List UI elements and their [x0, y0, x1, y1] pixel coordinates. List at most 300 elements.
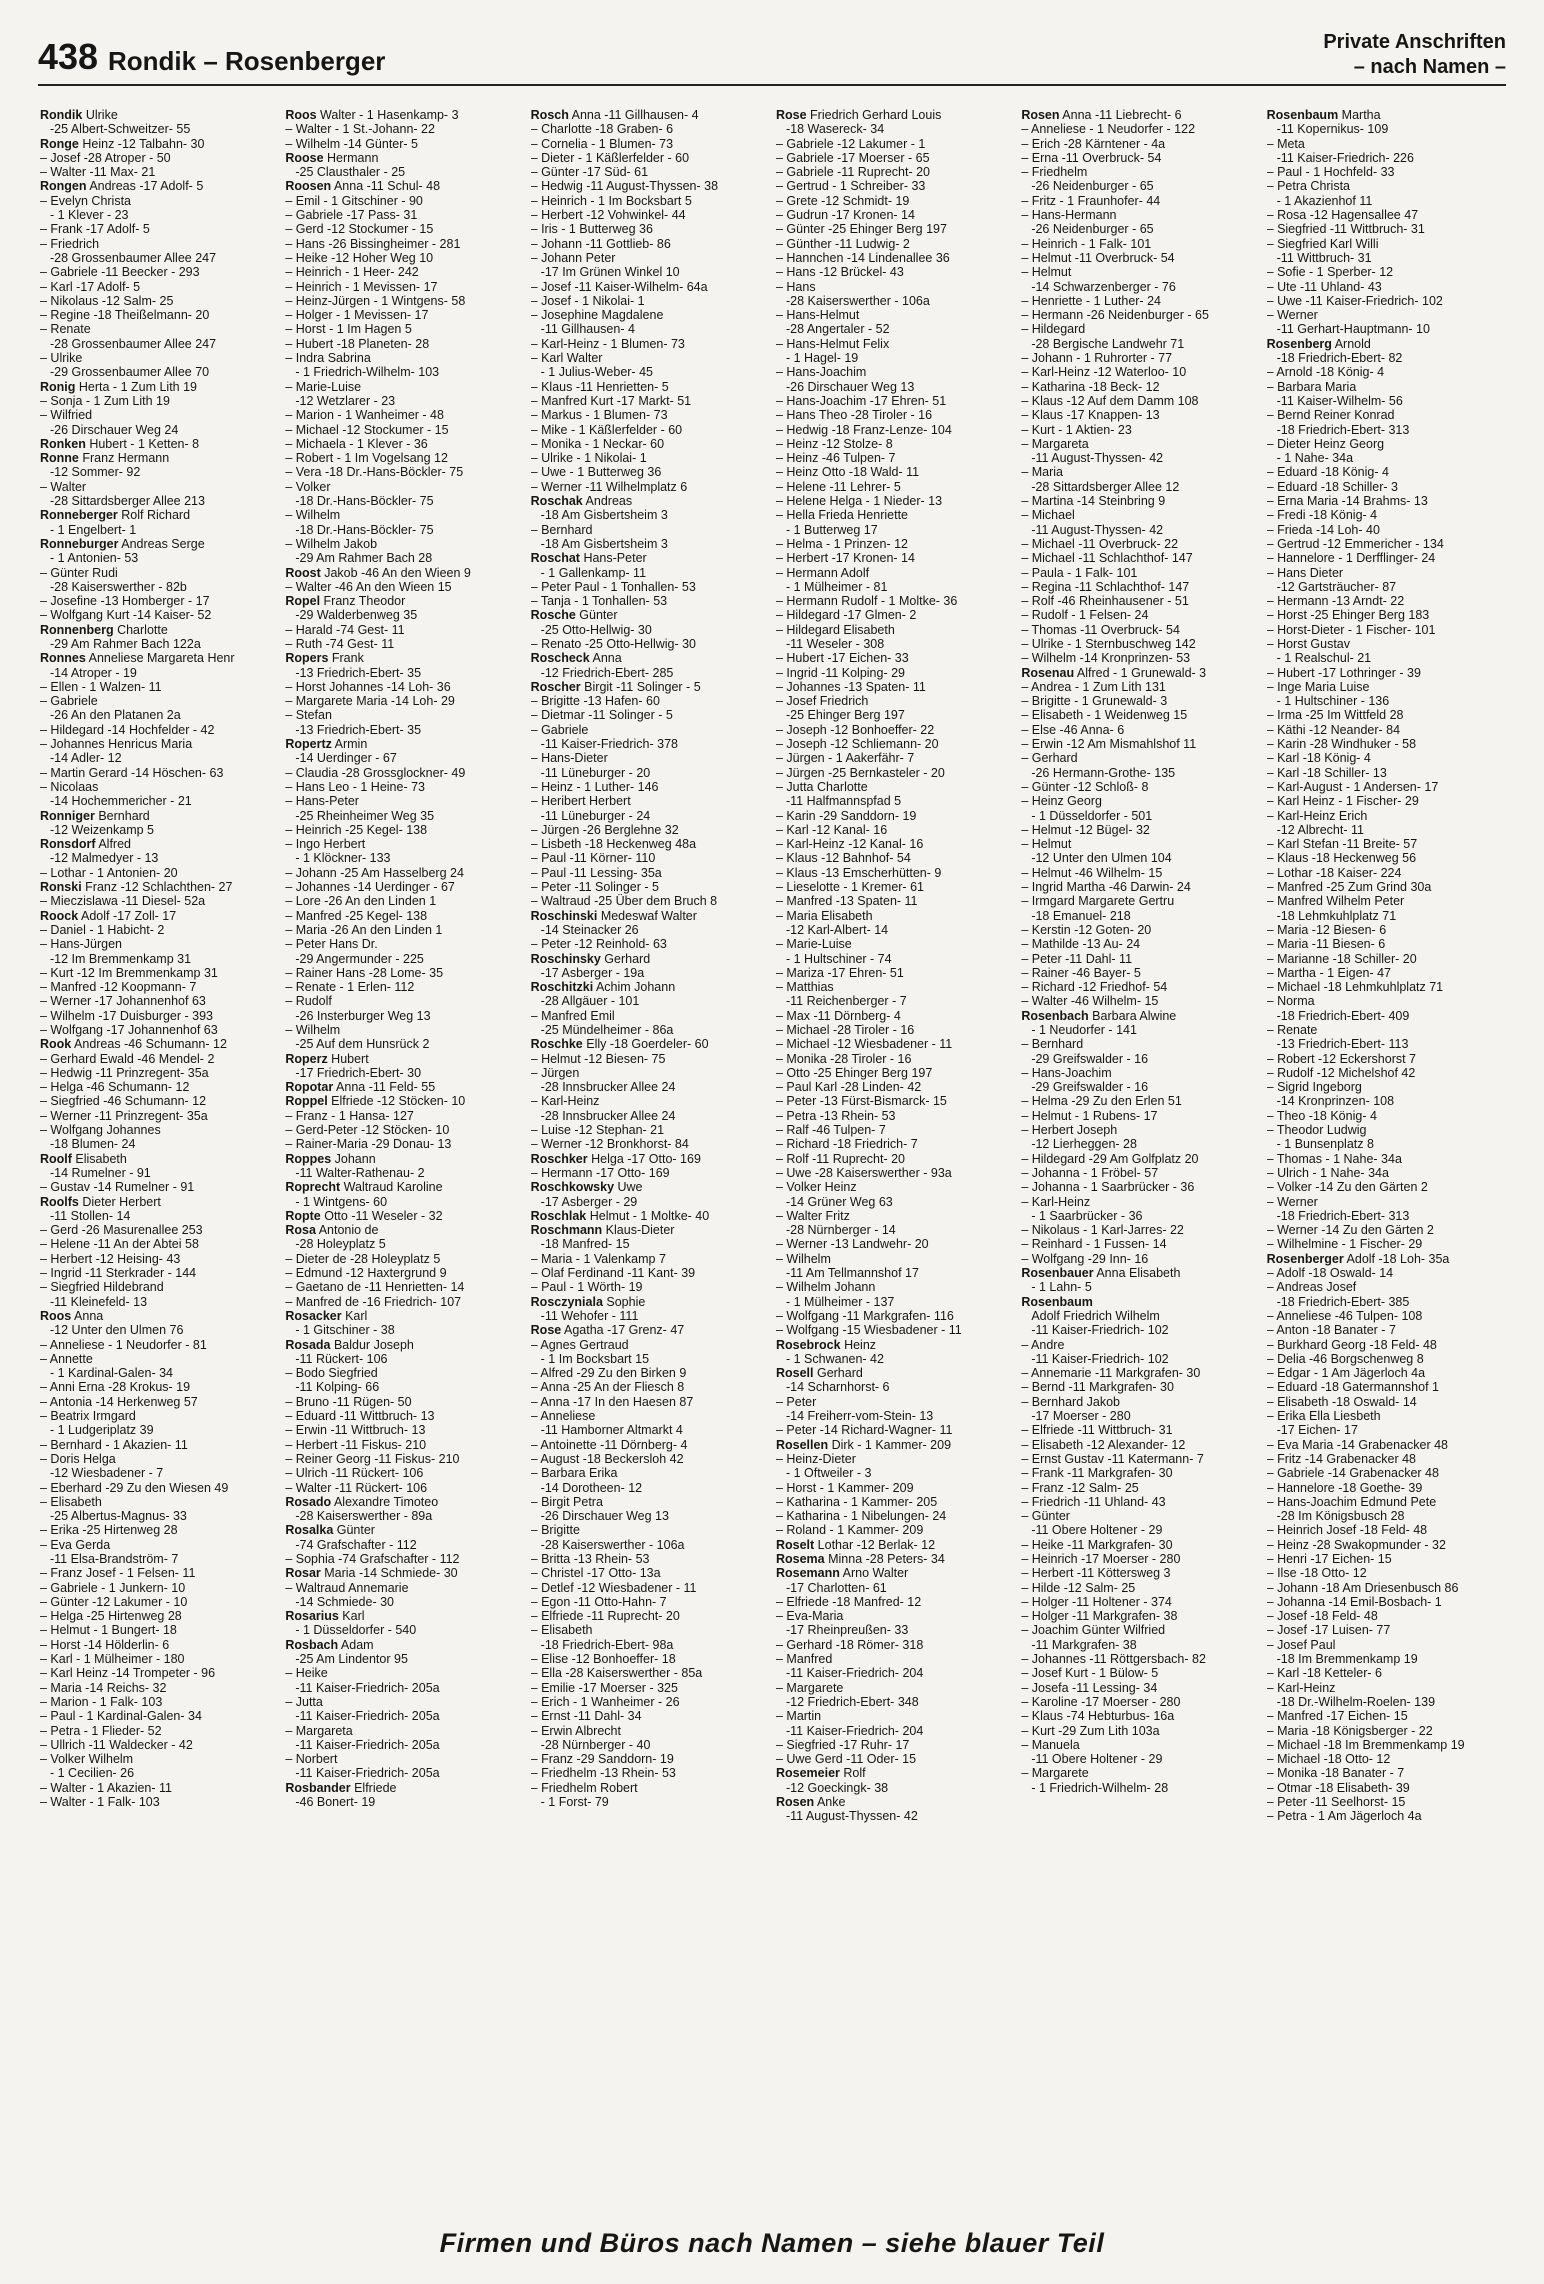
directory-entry-head: [531, 980, 772, 994]
entry-text: – Herbert -12 Heising- 43: [40, 1251, 181, 1266]
entry-text: -11 Markgrafen- 38: [1031, 1637, 1137, 1652]
entry-text: – Horst -25 Ehinger Berg 183: [1266, 608, 1430, 623]
entry-surname: Roschke: [530, 1037, 583, 1052]
directory-entry: [285, 1352, 526, 1366]
directory-entry: [1021, 952, 1262, 966]
entry-text: -14 Hochemmericher - 21: [50, 794, 192, 809]
entry-text: - 1 Hultschiner - 136: [1276, 694, 1390, 709]
directory-entry: [285, 222, 526, 236]
entry-text: – Klaus -18 Heckenweg 56: [1266, 851, 1417, 866]
entry-surname: Rondik: [40, 108, 83, 122]
entry-text: - 1 Düsseldorfer - 501: [1031, 808, 1153, 823]
entry-text: – Antonia -14 Herkenweg 57: [40, 1394, 198, 1409]
entry-surname: Ropers: [285, 651, 329, 666]
directory-entry: [285, 122, 526, 136]
directory-entry: [1267, 1266, 1508, 1280]
directory-entry-head: [776, 1566, 1017, 1580]
directory-entry-head: [285, 1781, 526, 1795]
entry-text: – Fritz - 1 Fraunhofer- 44: [1021, 193, 1161, 208]
entry-text: – Hannelore -18 Goethe- 39: [1266, 1480, 1423, 1495]
entry-text: - 1 Im Bocksbart 15: [540, 1351, 650, 1366]
directory-entry: [285, 880, 526, 894]
entry-text: -11 Kaiser-Wilhelm- 56: [1276, 393, 1403, 408]
directory-entry: [531, 322, 772, 336]
directory-entry: [531, 880, 772, 894]
entry-text: – Walter - 1 Akazien- 11: [40, 1780, 173, 1795]
entry-text: -18 Friedrich-Ebert- 385: [1276, 1294, 1410, 1309]
entry-text: – Karl Heinz -14 Trompeter - 96: [40, 1666, 216, 1681]
directory-entry: [531, 1652, 772, 1666]
entry-text: -11 Wehofer - 111: [540, 1308, 639, 1323]
directory-entry: [776, 1423, 1017, 1437]
directory-entry: [776, 1452, 1017, 1466]
directory-entry: [531, 151, 772, 165]
entry-text: – Erwin -12 Am Mismahlshof 11: [1021, 737, 1197, 752]
directory-entry: [285, 952, 526, 966]
directory-entry: [1021, 723, 1262, 737]
directory-entry: [40, 1295, 281, 1309]
entry-text: -12 Sommer- 92: [50, 465, 141, 480]
directory-entry-head: [285, 1495, 526, 1509]
entry-text: -12 Weizenkamp 5: [50, 822, 154, 837]
directory-entry: [531, 222, 772, 236]
entry-text: -28 Nürnberger - 14: [785, 1223, 896, 1238]
entry-text: – Josef -28 Atroper - 50: [40, 150, 171, 165]
directory-entry: [1021, 1123, 1262, 1137]
directory-entry: [776, 594, 1017, 608]
entry-text: – Hans Theo -28 Tiroler - 16: [775, 408, 933, 423]
directory-entry: [776, 1195, 1017, 1209]
entry-text: -18 Friedrich-Ebert- 98a: [540, 1637, 674, 1652]
entry-text: – August -18 Beckersloh 42: [530, 1451, 684, 1466]
entry-surname: Roost: [285, 565, 321, 580]
entry-text: – Helene -11 An der Abtei 58: [40, 1237, 199, 1252]
entry-text: -28 Kaiserswerther - 82b: [50, 579, 187, 594]
entry-text: – Eduard -18 König- 4: [1266, 465, 1389, 480]
directory-entry: [1021, 694, 1262, 708]
entry-text: -29 Grossenbaumer Allee 70: [50, 365, 210, 380]
directory-entry: [531, 837, 772, 851]
entry-text: – Maria -11 Biesen- 6: [1266, 937, 1386, 952]
entry-text: Günter: [575, 608, 618, 623]
entry-text: – Anna -25 An der Fliesch 8: [530, 1380, 685, 1395]
directory-entry: [776, 537, 1017, 551]
entry-text: – Hannelore - 1 Derfflinger- 24: [1266, 551, 1436, 566]
directory-entry: [285, 937, 526, 951]
entry-text: – Sonja - 1 Zum Lith 19: [40, 393, 170, 408]
directory-entry: [1267, 994, 1508, 1008]
directory-entry-head: [531, 108, 772, 122]
entry-text: – Karl - 1 Mülheimer - 180: [40, 1652, 185, 1667]
entry-text: – Günter -12 Schloß- 8: [1021, 779, 1149, 794]
entry-text: -29 Angermunder - 225: [295, 951, 424, 966]
directory-entry: [285, 780, 526, 794]
entry-text: Gerhard: [813, 1366, 863, 1381]
directory-entry: [40, 937, 281, 951]
entry-text: -18 Friedrich-Ebert- 409: [1276, 1008, 1410, 1023]
directory-entry: [40, 1609, 281, 1623]
entry-text: – Michael -18 Im Bremmenkamp 19: [1266, 1737, 1465, 1752]
directory-entry: [776, 1066, 1017, 1080]
entry-surname: Rosell: [775, 1366, 814, 1381]
directory-entry: [776, 1623, 1017, 1637]
directory-entry: [40, 851, 281, 865]
directory-entry: [40, 1409, 281, 1423]
directory-entry: [1267, 1237, 1508, 1251]
directory-entry: [531, 1695, 772, 1709]
directory-entry: [285, 723, 526, 737]
directory-entry: [285, 380, 526, 394]
entry-text: -25 Clausthaler - 25: [295, 165, 406, 180]
entry-text: - 1 Cecilien- 26: [50, 1766, 135, 1781]
directory-entry: [285, 523, 526, 537]
entry-text: - 1 Düsseldorfer - 540: [295, 1623, 417, 1638]
entry-text: – Thomas -11 Overbruck- 54: [1021, 622, 1180, 637]
entry-text: – Martin: [775, 1709, 822, 1724]
entry-text: – Wilhelm: [285, 508, 341, 523]
entry-text: – Gudrun -17 Kronen- 14: [775, 208, 915, 223]
directory-entry: [1021, 1423, 1262, 1437]
entry-text: -11 Lüneburger - 20: [540, 765, 651, 780]
directory-entry: [531, 394, 772, 408]
entry-text: – Erika -25 Hirtenweg 28: [40, 1523, 178, 1538]
entry-text: -25 Mündelheimer - 86a: [540, 1023, 674, 1037]
entry-text: – Manfred de -16 Friedrich- 107: [285, 1294, 462, 1309]
entry-text: - 1 Julius-Weber- 45: [540, 365, 653, 380]
entry-surname: Roschker: [530, 1151, 588, 1166]
entry-text: Anna -11 Feld- 55: [333, 1080, 436, 1095]
directory-entry-head: [40, 1037, 281, 1051]
entry-text: – Nicolaas: [40, 779, 99, 794]
entry-text: – Peter Hans Dr.: [285, 937, 378, 952]
entry-text: – Heinz-Dieter: [775, 1451, 856, 1466]
directory-entry: [285, 580, 526, 594]
entry-surname: Roock: [40, 908, 79, 923]
entry-text: Achim Johann: [593, 980, 676, 995]
directory-entry: [1021, 251, 1262, 265]
entry-text: -28 Kaiserswerther - 106a: [785, 293, 930, 308]
directory-entry: [531, 1509, 772, 1523]
directory-entry: [531, 1709, 772, 1723]
entry-text: – Holger - 1 Mevissen- 17: [285, 308, 429, 323]
directory-entry-head: [1021, 1009, 1262, 1023]
entry-text: Günter: [333, 1523, 375, 1538]
directory-entry: [285, 1681, 526, 1695]
entry-surname: Rosczyniala: [530, 1294, 603, 1309]
directory-entry: [776, 1395, 1017, 1409]
directory-entry: [40, 294, 281, 308]
entry-text: Antonio de: [315, 1223, 379, 1238]
entry-text: – Heinz -46 Tulpen- 7: [775, 451, 896, 466]
entry-text: – Karl-Heinz - 1 Blumen- 73: [530, 336, 685, 351]
entry-text: – Renate: [1266, 1023, 1318, 1037]
entry-surname: Rosar: [285, 1566, 321, 1581]
entry-text: -11 Gerhart-Hauptmann- 10: [1276, 322, 1430, 337]
directory-entry: [531, 637, 772, 651]
directory-entry: [1267, 1109, 1508, 1123]
directory-entry: [531, 708, 772, 722]
directory-entry: [40, 1009, 281, 1023]
entry-text: – Werner -11 Wilhelmplatz 6: [530, 479, 688, 494]
directory-entry: [1267, 1466, 1508, 1480]
entry-text: -26 Neidenburger - 65: [1031, 222, 1154, 237]
directory-entry: [40, 694, 281, 708]
entry-text: – Hermann Adolf: [775, 565, 870, 580]
entry-surname: Ropte: [285, 1208, 321, 1223]
directory-entry: [285, 837, 526, 851]
entry-text: – Elisabeth: [530, 1623, 593, 1638]
entry-text: -11 Walter-Rathenau- 2: [295, 1165, 425, 1180]
directory-entry: [776, 794, 1017, 808]
entry-text: Franz -12 Schlachthen- 27: [81, 880, 233, 895]
entry-surname: Roppes: [285, 1151, 332, 1166]
entry-surname: Roperz: [285, 1051, 328, 1066]
directory-entry-head: [285, 566, 526, 580]
directory-entry-head: [40, 623, 281, 637]
directory-entry: [531, 1466, 772, 1480]
entry-text: – Hans Leo - 1 Heine- 73: [285, 779, 425, 794]
entry-text: – Hans-Joachim -17 Ehren- 51: [775, 393, 947, 408]
entry-text: -18 Wasereck- 34: [785, 122, 885, 137]
entry-surname: Ronnes: [40, 651, 86, 666]
directory-entry: [531, 751, 772, 765]
entry-text: Anneliese Margareta Henr: [85, 651, 235, 666]
directory-entry: [1267, 737, 1508, 751]
entry-text: – Otto -25 Ehinger Berg 197: [775, 1065, 933, 1080]
entry-text: – Matthias: [775, 980, 834, 995]
entry-text: Hubert - 1 Ketten- 8: [85, 436, 200, 451]
directory-entry: [1267, 1781, 1508, 1795]
entry-surname: Rosenbauer: [1021, 1266, 1094, 1281]
directory-entry: [1021, 823, 1262, 837]
entry-text: -12 Wetzlarer - 23: [295, 393, 396, 408]
directory-entry: [531, 966, 772, 980]
directory-entry: [40, 551, 281, 565]
directory-entry: [285, 1595, 526, 1609]
directory-entry: [776, 751, 1017, 765]
directory-entry: [1267, 1623, 1508, 1637]
directory-entry: [531, 351, 772, 365]
entry-text: – Friedhelm Robert: [530, 1780, 638, 1795]
directory-entry: [1267, 237, 1508, 251]
directory-entry: [1021, 308, 1262, 322]
entry-surname: Ronsdorf: [40, 837, 96, 852]
directory-entry: [1021, 866, 1262, 880]
directory-entry: [776, 952, 1017, 966]
entry-text: – Bernd -11 Markgrafen- 30: [1021, 1380, 1174, 1395]
entry-text: – Karin -28 Windhuker - 58: [1266, 737, 1417, 752]
entry-text: – Rudolf -12 Michelshof 42: [1266, 1065, 1416, 1080]
entry-text: – Siegfried -17 Ruhr- 17: [775, 1737, 910, 1752]
directory-entry: [776, 1738, 1017, 1752]
directory-entry: [776, 1180, 1017, 1194]
entry-text: -26 Insterburger Weg 13: [295, 1008, 431, 1023]
directory-entry: [285, 923, 526, 937]
directory-entry: [285, 408, 526, 422]
entry-text: – Otmar -18 Elisabeth- 39: [1266, 1780, 1410, 1795]
directory-entry: [1021, 1309, 1262, 1323]
directory-entry: [531, 694, 772, 708]
entry-text: – Erich -28 Kärntener - 4a: [1021, 136, 1166, 151]
entry-text: – Peter -11 Solinger - 5: [530, 880, 659, 895]
entry-text: – Elisabeth -12 Alexander- 12: [1021, 1437, 1186, 1452]
entry-text: -12 Karl-Albert- 14: [785, 922, 889, 937]
directory-entry: [776, 351, 1017, 365]
entry-text: -11 Halfmannspfad 5: [785, 794, 902, 809]
entry-text: – Wolfgang -15 Wiesbadener - 11: [775, 1323, 962, 1338]
entry-surname: Rosenbaum: [1021, 1294, 1093, 1309]
directory-entry: [531, 1137, 772, 1151]
directory-entry: [1021, 1466, 1262, 1480]
entry-surname: Ronski: [40, 880, 82, 895]
entry-text: – Alfred -29 Zu den Birken 9: [530, 1366, 687, 1381]
directory-entry: [776, 994, 1017, 1008]
entry-text: – Gerhard -18 Römer- 318: [775, 1637, 924, 1652]
entry-text: Otto -11 Weseler - 32: [320, 1208, 443, 1223]
entry-text: – Erna -11 Overbruck- 54: [1021, 150, 1162, 165]
directory-entry: [285, 308, 526, 322]
directory-entry: [1021, 1495, 1262, 1509]
entry-text: – Volker: [285, 479, 331, 494]
directory-entry: [1021, 1395, 1262, 1409]
directory-entry-head: [1267, 108, 1508, 122]
directory-entry: [285, 851, 526, 865]
entry-text: – Heike -12 Hoher Weg 10: [285, 250, 434, 265]
entry-text: Rolf: [839, 1766, 866, 1781]
directory-entry: [40, 1695, 281, 1709]
entry-text: Alfred - 1 Grunewald- 3: [1074, 665, 1207, 680]
directory-entry: [776, 966, 1017, 980]
entry-text: – Margarete Maria -14 Loh- 29: [285, 694, 455, 709]
entry-text: -28 Im Königsbusch 28: [1276, 1509, 1405, 1524]
directory-entry: [776, 1266, 1017, 1280]
directory-entry: [776, 923, 1017, 937]
entry-text: - 1 Bunsenplatz 8: [1276, 1137, 1374, 1152]
entry-text: Charlotte: [113, 622, 168, 637]
entry-text: – Josef Paul: [1266, 1637, 1336, 1652]
directory-entry: [285, 1652, 526, 1666]
directory-entry: [776, 608, 1017, 622]
directory-entry: [531, 465, 772, 479]
entry-text: – Ulrike: [40, 351, 83, 366]
entry-text: – Günter -12 Lakumer - 10: [40, 1594, 188, 1609]
directory-entry: [1267, 666, 1508, 680]
entry-text: Barbara Alwine: [1088, 1008, 1177, 1023]
entry-text: – Eva Gerda: [40, 1537, 111, 1552]
entry-text: – Wilhelm -17 Duisburger - 393: [40, 1008, 213, 1023]
directory-entry: [40, 923, 281, 937]
entry-text: – Peter: [775, 1394, 817, 1409]
entry-text: – Karl-August - 1 Andersen- 17: [1266, 779, 1439, 794]
directory-entry: [1267, 1795, 1508, 1809]
directory-column-6: [1267, 108, 1508, 2203]
entry-text: – Vera -18 Dr.-Hans-Böckler- 75: [285, 465, 464, 480]
entry-text: Elly -18 Goerdeler- 60: [582, 1037, 709, 1052]
entry-text: - 1 Hagel- 19: [785, 351, 859, 366]
entry-text: Johann: [331, 1151, 376, 1166]
entry-surname: Rosenbach: [1021, 1008, 1089, 1023]
entry-text: – Manfred Wilhelm Peter: [1266, 894, 1405, 909]
directory-entry: [285, 1037, 526, 1051]
entry-text: -17 Im Grünen Winkel 10: [540, 265, 680, 280]
entry-text: – Lothar -18 Kaiser- 224: [1266, 865, 1402, 880]
directory-entry: [1021, 179, 1262, 193]
directory-entry: [40, 1766, 281, 1780]
entry-text: – Manfred -25 Kegel- 138: [285, 908, 428, 923]
entry-text: – Jutta: [285, 1694, 323, 1709]
entry-text: – Brigitte: [530, 1523, 580, 1538]
entry-text: – Monika -18 Banater - 7: [1266, 1766, 1405, 1781]
entry-text: – Christel -17 Otto- 13a: [530, 1566, 661, 1581]
directory-entry: [776, 823, 1017, 837]
entry-text: – Elisabeth: [40, 1494, 102, 1509]
entry-text: – Hubert -17 Lothringer - 39: [1266, 665, 1421, 680]
directory-entry: [1021, 1166, 1262, 1180]
directory-entry: [1021, 137, 1262, 151]
entry-surname: Roselt: [775, 1537, 815, 1552]
entry-text: – Günter -25 Ehinger Berg 197: [775, 222, 947, 237]
directory-entry: [776, 437, 1017, 451]
directory-entry: [1021, 1409, 1262, 1423]
directory-entry: [40, 1738, 281, 1752]
directory-entry: [285, 1252, 526, 1266]
directory-entry: [1267, 608, 1508, 622]
entry-surname: Roosen: [285, 179, 332, 194]
directory-entry: [1021, 1581, 1262, 1595]
entry-text: – Holger -11 Markgrafen- 38: [1021, 1609, 1178, 1624]
directory-entry: [1021, 751, 1262, 765]
entry-text: – Joseph -12 Schliemann- 20: [775, 737, 939, 752]
entry-text: – Hans-Peter: [285, 794, 359, 809]
entry-text: – Sophia -74 Grafschafter - 112: [285, 1551, 460, 1566]
entry-text: Heinz -12 Talbahn- 30: [78, 136, 205, 151]
entry-surname: Roschinski: [530, 908, 598, 923]
entry-text: – Rolf -11 Ruprecht- 20: [775, 1151, 905, 1166]
directory-entry: [40, 1023, 281, 1037]
directory-entry: [531, 1023, 772, 1037]
entry-text: Birgit -11 Solinger - 5: [580, 679, 701, 694]
entry-text: – Helene -11 Lehrer- 5: [775, 479, 901, 494]
entry-text: – Michaela - 1 Klever - 36: [285, 436, 428, 451]
entry-text: -74 Grafschafter - 112: [295, 1537, 417, 1552]
entry-text: - 1 Hultschiner - 74: [785, 951, 892, 966]
entry-text: – Petra - 1 Am Jägerloch 4a: [1266, 1809, 1422, 1824]
entry-text: – Fredi -18 König- 4: [1266, 508, 1378, 523]
entry-text: -14 Adler- 12: [50, 751, 122, 766]
directory-entry: [776, 623, 1017, 637]
directory-entry: [285, 1738, 526, 1752]
directory-entry: [285, 508, 526, 522]
entry-text: – Walter -46 An den Wieen 15: [285, 579, 452, 594]
entry-text: -13 Friedrich-Ebert- 35: [295, 665, 422, 680]
entry-text: – Claudia -28 Grossglockner- 49: [285, 765, 466, 780]
entry-text: – Richard -18 Friedrich- 7: [775, 1137, 918, 1152]
directory-entry: [1267, 294, 1508, 308]
entry-text: – Elfriede -18 Manfred- 12: [775, 1594, 922, 1609]
directory-entry: [1267, 866, 1508, 880]
directory-entry: [40, 1481, 281, 1495]
entry-text: Andreas Serge: [118, 536, 205, 551]
directory-entry: [1021, 1280, 1262, 1294]
entry-text: – Elisabeth -18 Oswald- 14: [1266, 1394, 1417, 1409]
entry-text: – Karl-Heinz: [530, 1094, 600, 1109]
entry-surname: Roose: [285, 150, 324, 165]
directory-entry: [285, 1538, 526, 1552]
directory-entry: [531, 437, 772, 451]
entry-text: -28 Angertaler - 52: [785, 322, 890, 337]
entry-text: – Wilhelmine - 1 Fischer- 29: [1266, 1237, 1423, 1252]
entry-text: – Marion - 1 Falk- 103: [40, 1694, 163, 1709]
